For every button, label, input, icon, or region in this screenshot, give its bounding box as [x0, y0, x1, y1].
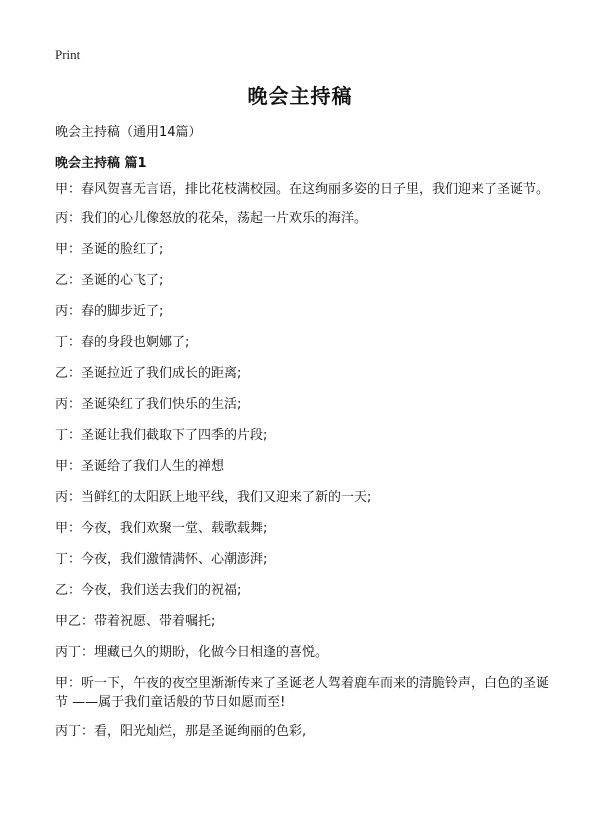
- script-line: 乙：今夜，我们送去我们的祝福;: [55, 583, 242, 598]
- script-line: 甲：今夜，我们欢聚一堂、载歌载舞;: [55, 521, 268, 536]
- script-line: 丙：圣诞染红了我们快乐的生活;: [55, 397, 242, 412]
- script-line: 甲：圣诞的脸红了;: [55, 242, 164, 257]
- script-line: 甲：春风贺喜无言语，排比花枝满校园。在这绚丽多姿的日子里，我们迎来了圣诞节。: [55, 182, 550, 197]
- script-line: 丙：春的脚步近了;: [55, 304, 164, 319]
- script-line: 乙：圣诞的心飞了;: [55, 273, 164, 288]
- script-line: 甲：圣诞给了我们人生的禅想: [55, 459, 225, 474]
- page-title: 晚会主持稿: [247, 84, 353, 108]
- script-lines: [55, 180, 555, 753]
- document-subtitle: 晚会主持稿（通用14篇）: [55, 125, 202, 140]
- print-link[interactable]: Print: [55, 47, 81, 62]
- script-line: 丁：圣诞让我们截取下了四季的片段;: [55, 428, 268, 443]
- script-line: 丙：当鲜红的太阳跃上地平线，我们又迎来了新的一天;: [55, 490, 372, 505]
- script-line: 甲：听一下，午夜的夜空里渐渐传来了圣诞老人驾着鹿车而来的清脆铃声，白色的圣诞节 ——属于我们童话般的节日如愿而至!: [55, 676, 550, 710]
- script-line: 丁：今夜，我们激情满怀、心潮澎湃;: [55, 552, 268, 567]
- script-line: 丙丁：埋藏已久的期盼，化做今日相逢的喜悦。: [55, 645, 329, 660]
- script-line: 乙：圣诞拉近了我们成长的距离;: [55, 366, 242, 381]
- script-line: 丁：春的身段也婀娜了;: [55, 335, 190, 350]
- section-heading: 晚会主持稿 篇1: [55, 156, 147, 171]
- script-line: 甲乙：带着祝愿、带着嘱托;: [55, 614, 216, 629]
- script-line: 丙：我们的心儿像怒放的花朵，荡起一片欢乐的海洋。: [55, 211, 368, 226]
- script-line: 丙丁：看，阳光灿烂，那是圣诞绚丽的色彩,: [55, 724, 307, 739]
